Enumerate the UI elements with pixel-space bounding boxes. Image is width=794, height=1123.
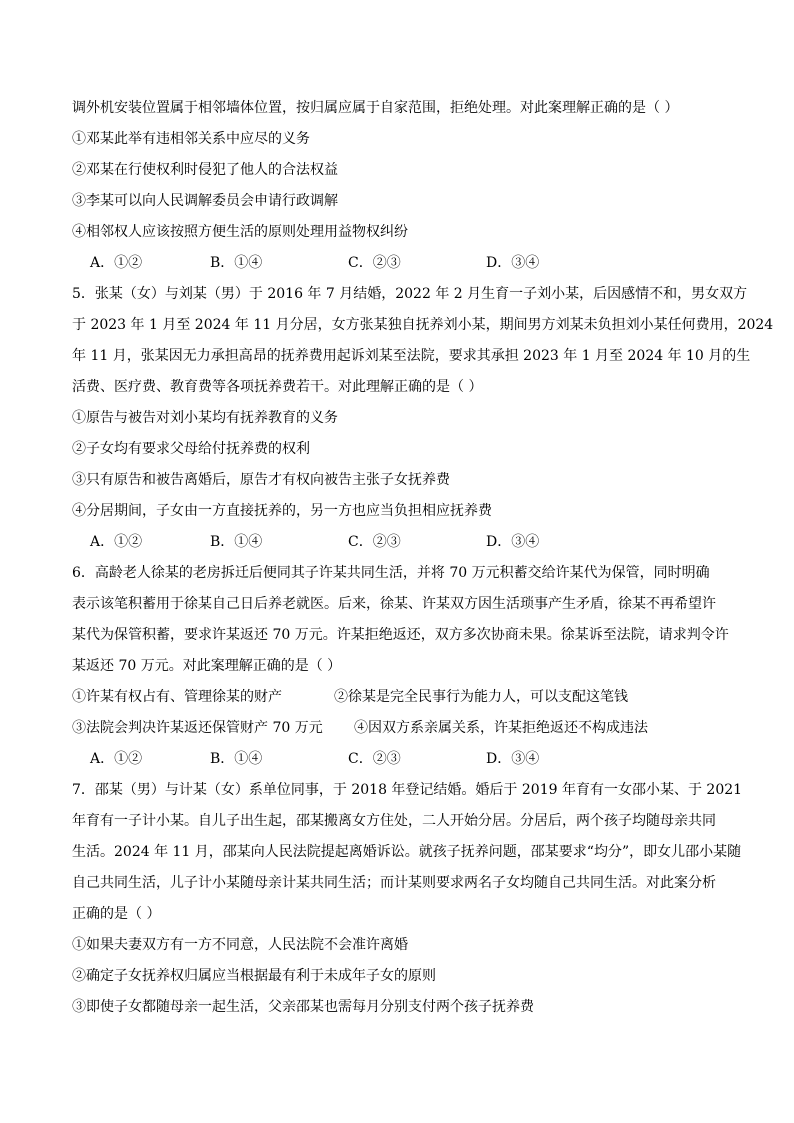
- question-6-line-1: 6．高龄老人徐某的老房拆迁后便同其子许某共同生活，并将 70 万元积蓄交给许某代为保管，同时明确: [72, 565, 710, 581]
- question-5-choices: [72, 532, 722, 553]
- question-5-option-2: ②子女均有要求父母给付抚养费的权利: [72, 441, 310, 457]
- question-6-option-1: ①许某有权占有、管理徐某的财产: [72, 689, 282, 705]
- question-7-option-1: ①如果夫妻双方有一方不同意，人民法院不会准许离婚: [72, 937, 408, 953]
- question-7-line-5: 正确的是（ ）: [72, 906, 161, 922]
- question-6-line-2: 表示该笔积蓄用于徐某自己日后养老就医。后来，徐某、许某双方因生活琐事产生矛盾，徐某不再希望许: [72, 596, 716, 612]
- question-4-choices: [72, 253, 722, 274]
- choice-c: C．②③: [348, 751, 401, 767]
- question-6-option-2: ②徐某是完全民事行为能力人，可以支配这笔钱: [334, 689, 628, 705]
- question-6-option-3: ③法院会判决许某返还保管财产 70 万元: [72, 720, 323, 736]
- question-7-line-3: 生活。2024 年 11 月，邵某向人民法院提起离婚诉讼。就孩子抚养问题，邵某要求“均分”，即女儿邵小某随: [72, 844, 742, 860]
- question-5-line-4: 活费、医疗费、教育费等各项抚养费若干。对此理解正确的是（ ）: [72, 379, 483, 395]
- question-5-option-1: ①原告与被告对刘小某均有抚养教育的义务: [72, 410, 338, 426]
- choice-a: A．①②: [90, 255, 143, 271]
- choice-a: A．①②: [90, 751, 143, 767]
- choice-c: C．②③: [348, 255, 401, 271]
- question-4-option-3: ③李某可以向人民调解委员会申请行政调解: [72, 193, 338, 209]
- question-5-line-2: 于 2023 年 1 月至 2024 年 11 月分居，女方张某独自抚养刘小某，期间男方刘某未负担刘小某任何费用，2024: [72, 317, 774, 333]
- choice-b: B．①④: [210, 751, 263, 767]
- choice-a: A．①②: [90, 534, 143, 550]
- question-5-option-4: ④分居期间，子女由一方直接抚养的，另一方也应当负担相应抚养费: [72, 503, 492, 519]
- question-7-line-4: 自己共同生活，儿子计小某随母亲计某共同生活；而计某则要求两名子女均随自己共同生活。对此案分析: [72, 875, 716, 891]
- question-6-line-4: 某返还 70 万元。对此案理解正确的是（ ）: [72, 658, 342, 674]
- question-6-options-row-1: [72, 687, 722, 708]
- question-4-option-2: ②邓某在行使权利时侵犯了他人的合法权益: [72, 162, 338, 178]
- choice-b: B．①④: [210, 255, 263, 271]
- document-page: [72, 98, 774, 1028]
- question-7-option-3: ③即使子女都随母亲一起生活，父亲邵某也需每月分别支付两个孩子抚养费: [72, 999, 534, 1015]
- question-5-option-3: ③只有原告和被告离婚后，原告才有权向被告主张子女抚养费: [72, 472, 450, 488]
- choice-c: C．②③: [348, 534, 401, 550]
- choice-b: B．①④: [210, 534, 263, 550]
- question-6-choices: [72, 749, 722, 770]
- question-5-line-1: 5．张某（女）与刘某（男）于 2016 年 7 月结婚，2022 年 2 月生育一子刘小某，后因感情不和，男女双方: [72, 286, 748, 302]
- question-5: [72, 284, 774, 553]
- question-6: [72, 563, 729, 770]
- question-7: [72, 780, 743, 1018]
- question-4-stem: 调外机安装位置属于相邻墙体位置，按归属应属于自家范围，拒绝处理。对此案理解正确的是（ ）: [72, 100, 679, 116]
- question-4: [72, 98, 722, 274]
- question-7-line-1: 7．邵某（男）与计某（女）系单位同事，于 2018 年登记结婚。婚后于 2019 年育有一女邵小某、于 2021: [72, 782, 743, 798]
- question-6-option-4: ④因双方系亲属关系，许某拒绝返还不构成违法: [354, 720, 648, 736]
- question-4-option-4: ④相邻权人应该按照方便生活的原则处理用益物权纠纷: [72, 224, 408, 240]
- choice-d: D．③④: [486, 255, 540, 271]
- question-5-line-3: 年 11 月，张某因无力承担高昂的抚养费用起诉刘某至法院，要求其承担 2023 年 1 月至 2024 年 10 月的生: [72, 348, 751, 364]
- question-6-line-3: 某代为保管积蓄，要求许某返还 70 万元。许某拒绝返还，双方多次协商未果。徐某诉至法院，请求判令许: [72, 627, 729, 643]
- question-7-option-2: ②确定子女抚养权归属应当根据最有利于未成年子女的原则: [72, 968, 436, 984]
- question-6-options-row-2: [72, 718, 722, 739]
- question-7-line-2: 年育有一子计小某。自儿子出生起，邵某搬离女方住处，二人开始分居。分居后，两个孩子均随母亲共同: [72, 813, 716, 829]
- question-4-option-1: ①邓某此举有违相邻关系中应尽的义务: [72, 131, 310, 147]
- choice-d: D．③④: [486, 751, 540, 767]
- choice-d: D．③④: [486, 534, 540, 550]
